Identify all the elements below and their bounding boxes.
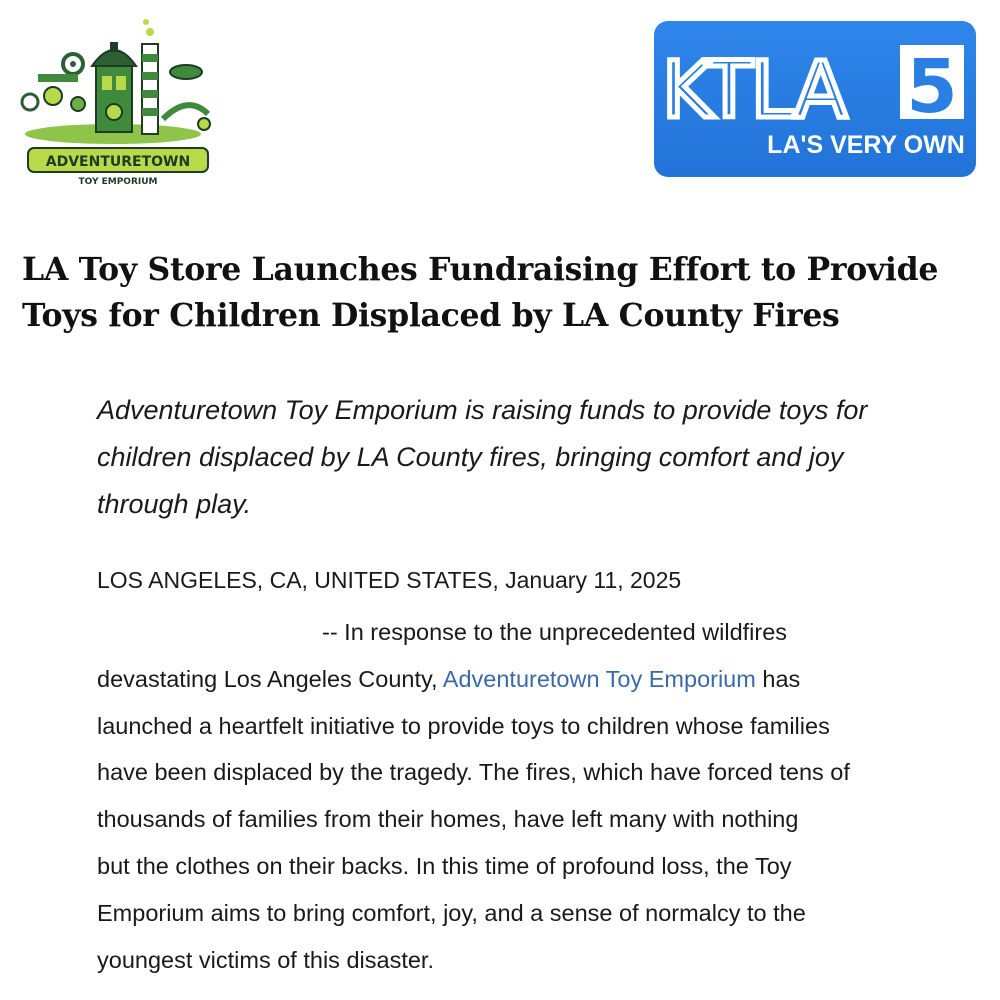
ktla-wordmark: KTLA [662, 46, 846, 136]
body-line: youngest victims of this disaster. [97, 946, 434, 973]
ktla-logo [654, 21, 976, 177]
ktla-logo-graphic [654, 21, 976, 177]
article-dateline: LOS ANGELES, CA, UNITED STATES, January 11, 2025 [97, 567, 682, 593]
adventuretown-logo-graphic [18, 14, 218, 192]
body-line-text: devastating Los Angeles County, [97, 665, 438, 692]
body-line-text: has [762, 665, 801, 692]
body-line: launched a heartfelt initiative to provide toys to children whose families [97, 712, 830, 739]
body-line: have been displaced by the tragedy. The fires, which have forced tens of [97, 759, 850, 786]
adventuretown-logo [18, 14, 218, 192]
body-line: thousands of families from their homes, have left many with nothing [97, 806, 799, 833]
body-line [97, 656, 902, 703]
article-subheadline: Adventuretown Toy Emporium is raising funds to provide toys for children displaced by LA County fires, bringing comfort and joy through play. [97, 395, 868, 519]
body-line: but the clothes on their backs. In this time of profound loss, the Toy [97, 852, 792, 879]
body-line: Emporium aims to bring comfort, joy, and a sense of normalcy to the [97, 899, 806, 926]
article-body [97, 609, 902, 983]
body-line: -- In response to the unprecedented wildfires [322, 619, 788, 645]
adventuretown-link[interactable]: Adventuretown Toy Emporium [442, 665, 756, 692]
adventuretown-tagline: TOY EMPORIUM [78, 177, 158, 187]
adventuretown-wordmark: ADVENTURETOWN [45, 154, 191, 170]
ktla-channel-number: 5 [906, 44, 958, 130]
ktla-slogan: LA'S VERY OWN [767, 131, 965, 159]
article-headline: LA Toy Store Launches Fundraising Effort to Provide Toys for Children Displaced by LA County Fires [22, 251, 939, 334]
